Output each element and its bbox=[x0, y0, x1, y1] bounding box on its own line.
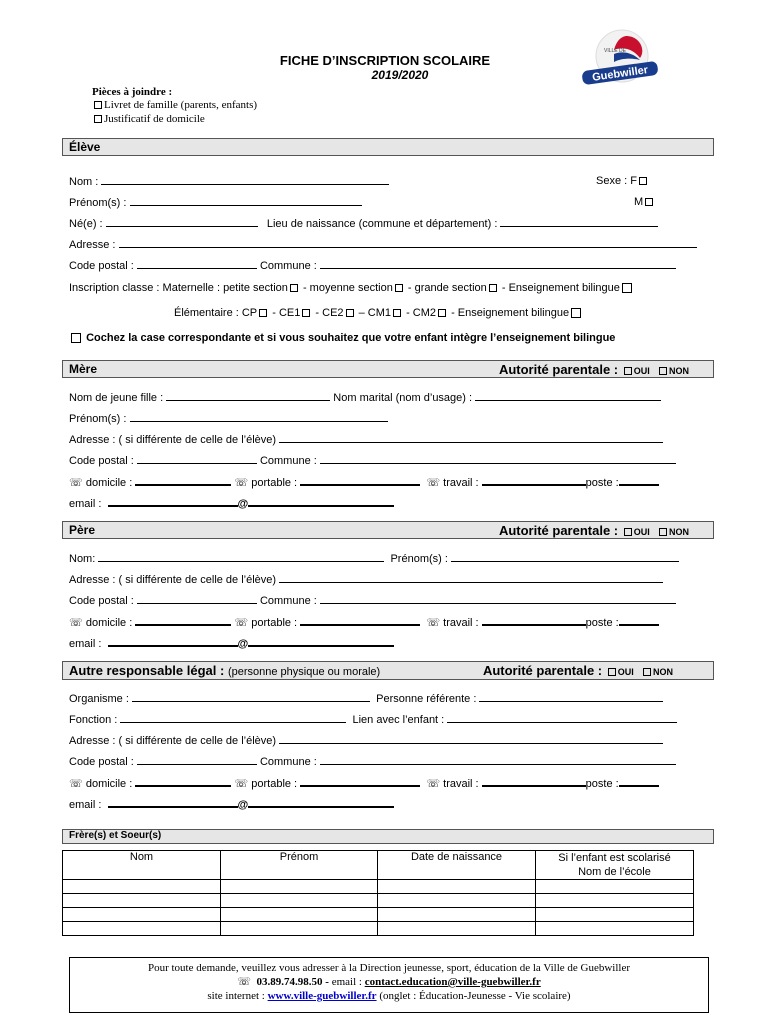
checkbox-cm1[interactable] bbox=[393, 309, 401, 317]
pere-cp-label: Code postal : bbox=[69, 595, 134, 607]
inscription-label: Inscription classe : Maternelle : petite section bbox=[69, 282, 288, 294]
autre-phone-row bbox=[69, 776, 659, 790]
eleve-adresse-row bbox=[69, 238, 697, 251]
checkbox-bilingue-maternelle[interactable] bbox=[622, 283, 632, 293]
col-ecole-header bbox=[536, 851, 694, 880]
col-prenom-header: Prénom bbox=[221, 851, 378, 880]
checkbox-cp[interactable] bbox=[259, 309, 267, 317]
section-autre bbox=[62, 661, 714, 680]
eleve-naissance-row bbox=[69, 217, 658, 230]
section-mere bbox=[62, 360, 714, 378]
pere-email-domain-field[interactable] bbox=[248, 636, 394, 647]
checkbox-livret[interactable] bbox=[94, 101, 102, 109]
section-pere-title: Père bbox=[69, 523, 96, 537]
eleve-cp-field[interactable] bbox=[137, 259, 257, 269]
mere-cp-field[interactable] bbox=[137, 454, 257, 464]
eleve-elementaire-row bbox=[174, 307, 583, 319]
pere-oui-label: OUI bbox=[633, 527, 650, 537]
footer-line1: Pour toute demande, veuillez vous adresser à la Direction jeunesse, sport, éducation de la Ville de Guebwiller bbox=[147, 962, 631, 974]
checkbox-autre-non[interactable] bbox=[643, 668, 651, 676]
mere-domicile-field[interactable] bbox=[135, 475, 231, 486]
section-mere-title: Mère bbox=[69, 362, 98, 376]
autre-at-sign: @ bbox=[237, 799, 249, 811]
pere-email-label: email : bbox=[69, 638, 102, 650]
cell-prenom[interactable] bbox=[221, 922, 378, 936]
ce1-label: - CE1 bbox=[272, 307, 301, 319]
pere-non-label: NON bbox=[669, 527, 689, 537]
cell-nom[interactable] bbox=[63, 880, 221, 894]
fonction-field[interactable] bbox=[120, 713, 346, 723]
table-row bbox=[63, 880, 694, 894]
eleve-prenom-row bbox=[69, 196, 362, 209]
pere-nom-row bbox=[69, 552, 679, 565]
eleve-cp-row bbox=[69, 259, 676, 272]
phone-icon: ☏ bbox=[426, 477, 441, 489]
mere-prenom-field[interactable] bbox=[130, 412, 388, 422]
eleve-prenom-field[interactable] bbox=[130, 196, 362, 206]
autre-autorite bbox=[483, 663, 673, 678]
mere-oui-label: OUI bbox=[633, 366, 650, 376]
school-year: 2019/2020 bbox=[371, 68, 429, 82]
phone-icon: ☏ bbox=[426, 617, 441, 629]
eleve-prenom-label: Prénom(s) : bbox=[69, 197, 127, 209]
autre-cp-label: Code postal : bbox=[69, 756, 134, 768]
cochez-text: Cochez la case correspondante et si vous souhaitez que votre enfant intègre l’enseignement bilingue bbox=[86, 332, 616, 344]
mere-travail-label: travail : bbox=[443, 477, 479, 489]
section-autre-note: (personne physique ou morale) bbox=[227, 666, 381, 678]
pere-phone-row bbox=[69, 615, 659, 629]
autre-adresse-row bbox=[69, 734, 663, 747]
table-row bbox=[63, 922, 694, 936]
pere-cp-row bbox=[69, 594, 676, 607]
eleve-cp-label: Code postal : bbox=[69, 260, 134, 272]
pere-email-user-field[interactable] bbox=[108, 636, 238, 647]
pere-portable-label: portable : bbox=[251, 617, 298, 629]
footer-email-link[interactable]: contact.education@ville-guebwiller.fr bbox=[364, 976, 541, 988]
autre-travail-field[interactable] bbox=[482, 776, 586, 787]
eleve-sexe-m-label: M bbox=[634, 196, 644, 208]
pere-travail-field[interactable] bbox=[482, 615, 586, 626]
pere-autorite-label: Autorité parentale : bbox=[498, 523, 619, 538]
mere-portable-label: portable : bbox=[251, 477, 298, 489]
phone-icon: ☏ bbox=[237, 976, 252, 988]
footer-contact bbox=[69, 957, 709, 1013]
pere-domicile-field[interactable] bbox=[135, 615, 231, 626]
eleve-inscription-row bbox=[69, 282, 634, 294]
mere-poste-field[interactable] bbox=[619, 475, 659, 486]
cm2-label: - CM2 bbox=[406, 307, 437, 319]
checkbox-mere-oui[interactable] bbox=[624, 367, 632, 375]
autre-autorite-label: Autorité parentale : bbox=[482, 663, 603, 678]
cochez-note bbox=[69, 332, 615, 344]
section-eleve bbox=[62, 138, 714, 156]
cell-ecole[interactable] bbox=[536, 908, 694, 922]
checkbox-pere-oui[interactable] bbox=[624, 528, 632, 536]
pere-cp-field[interactable] bbox=[137, 594, 257, 604]
moyenne-label: - moyenne section bbox=[302, 282, 393, 294]
cell-date[interactable] bbox=[378, 880, 536, 894]
pere-email-row bbox=[69, 636, 394, 650]
mere-email-row bbox=[69, 496, 394, 510]
checkbox-ce1[interactable] bbox=[302, 309, 310, 317]
cell-date[interactable] bbox=[378, 922, 536, 936]
phone-icon: ☏ bbox=[234, 617, 249, 629]
mere-commune-label: Commune : bbox=[259, 455, 317, 467]
eleve-ne-field[interactable] bbox=[106, 217, 258, 227]
autre-domicile-label: domicile : bbox=[85, 778, 133, 790]
eleve-nom-row bbox=[69, 175, 389, 188]
mere-prenom-label: Prénom(s) : bbox=[69, 413, 127, 425]
mere-autorite-label: Autorité parentale : bbox=[498, 362, 619, 377]
phone-icon: ☏ bbox=[234, 477, 249, 489]
checkbox-ce2[interactable] bbox=[346, 309, 354, 317]
pere-poste-field[interactable] bbox=[619, 615, 659, 626]
mere-domicile-label: domicile : bbox=[85, 477, 133, 489]
checkbox-pere-non[interactable] bbox=[659, 528, 667, 536]
autre-travail-label: travail : bbox=[443, 778, 479, 790]
piece-justificatif bbox=[92, 113, 205, 125]
autre-poste-label: poste : bbox=[585, 778, 619, 790]
pere-prenom-field[interactable] bbox=[451, 552, 679, 562]
grande-label: - grande section bbox=[407, 282, 487, 294]
organisme-label: Organisme : bbox=[69, 693, 129, 705]
footer-line3 bbox=[70, 989, 708, 1003]
phone-icon: ☏ bbox=[426, 778, 441, 790]
pere-adresse-label: Adresse : ( si différente de celle de l’élève) bbox=[69, 574, 277, 586]
pere-prenom-label: Prénom(s) : bbox=[390, 553, 448, 565]
checkbox-sexe-f[interactable] bbox=[639, 177, 647, 185]
col-ecole-header-line1: Si l’enfant est scolarisé bbox=[558, 852, 671, 864]
col-date-header: Date de naissance bbox=[378, 851, 536, 880]
autre-commune-label: Commune : bbox=[259, 756, 317, 768]
footer-site-label: site internet : bbox=[207, 990, 265, 1002]
mere-cp-row bbox=[69, 454, 676, 467]
bilingue-elementaire-label: - Enseignement bilingue bbox=[451, 307, 570, 319]
checkbox-petite-section[interactable] bbox=[290, 284, 298, 292]
autre-portable-label: portable : bbox=[251, 778, 298, 790]
mere-nom-row bbox=[69, 391, 661, 404]
pere-adresse-row bbox=[69, 573, 663, 586]
cell-date[interactable] bbox=[378, 894, 536, 908]
mere-email-user-field[interactable] bbox=[108, 496, 238, 507]
autre-domicile-field[interactable] bbox=[135, 776, 231, 787]
mere-portable-field[interactable] bbox=[300, 475, 420, 486]
cell-nom[interactable] bbox=[63, 894, 221, 908]
mere-marital-field[interactable] bbox=[475, 391, 661, 401]
fonction-label: Fonction : bbox=[69, 714, 118, 726]
mere-travail-field[interactable] bbox=[482, 475, 586, 486]
section-freres-title: Frère(s) et Soeur(s) bbox=[69, 830, 162, 841]
eleve-lieu-label: Lieu de naissance (commune et département) : bbox=[266, 218, 498, 230]
autre-commune-field[interactable] bbox=[320, 755, 676, 765]
pere-commune-field[interactable] bbox=[320, 594, 676, 604]
cm1-label: – CM1 bbox=[358, 307, 391, 319]
mere-jeune-fille-label: Nom de jeune fille : bbox=[69, 392, 164, 404]
city-logo bbox=[574, 28, 660, 90]
eleve-adresse-field[interactable] bbox=[119, 238, 697, 248]
mere-jeune-fille-field[interactable] bbox=[166, 391, 330, 401]
siblings-table bbox=[62, 850, 694, 936]
cell-prenom[interactable] bbox=[221, 880, 378, 894]
mere-email-label: email : bbox=[69, 498, 102, 510]
eleve-commune-label: Commune : bbox=[259, 260, 317, 272]
checkbox-mere-non[interactable] bbox=[659, 367, 667, 375]
autre-email-label: email : bbox=[69, 799, 102, 811]
mere-non-label: NON bbox=[669, 366, 689, 376]
mere-poste-label: poste : bbox=[585, 477, 619, 489]
autre-organisme-row bbox=[69, 692, 663, 705]
pere-nom-label: Nom: bbox=[69, 553, 96, 565]
checkbox-bilingue-note[interactable] bbox=[71, 333, 81, 343]
section-autre-label: Autre responsable légal : bbox=[69, 663, 225, 678]
mere-phone-row bbox=[69, 475, 659, 489]
lien-label: Lien avec l’enfant : bbox=[352, 714, 445, 726]
autre-non-label: NON bbox=[653, 667, 673, 677]
autre-fonction-row bbox=[69, 713, 677, 726]
eleve-sexe-label: Sexe : F bbox=[596, 175, 637, 187]
mere-email-domain-field[interactable] bbox=[248, 496, 394, 507]
organisme-field[interactable] bbox=[132, 692, 370, 702]
mere-marital-label: Nom marital (nom d’usage) : bbox=[333, 392, 473, 404]
pere-travail-label: travail : bbox=[443, 617, 479, 629]
pere-portable-field[interactable] bbox=[300, 615, 420, 626]
pere-autorite bbox=[499, 523, 689, 538]
pere-poste-label: poste : bbox=[585, 617, 619, 629]
pere-at-sign: @ bbox=[237, 638, 249, 650]
ce2-label: - CE2 bbox=[315, 307, 344, 319]
section-pere bbox=[62, 521, 714, 539]
cell-ecole[interactable] bbox=[536, 922, 694, 936]
piece-livret bbox=[92, 99, 257, 111]
checkbox-autre-oui[interactable] bbox=[608, 668, 616, 676]
cell-nom[interactable] bbox=[63, 922, 221, 936]
footer-line2 bbox=[70, 975, 708, 989]
checkbox-grande-section[interactable] bbox=[489, 284, 497, 292]
eleve-sexe bbox=[596, 175, 649, 187]
mere-prenom-row bbox=[69, 412, 388, 425]
mere-adresse-label: Adresse : ( si différente de celle de l’élève) bbox=[69, 434, 277, 446]
autre-cp-row bbox=[69, 755, 676, 768]
phone-icon: ☏ bbox=[69, 778, 83, 790]
autre-adresse-field[interactable] bbox=[279, 734, 663, 744]
table-header-row bbox=[63, 851, 694, 880]
phone-icon: ☏ bbox=[69, 617, 83, 629]
col-nom-header: Nom bbox=[63, 851, 221, 880]
checkbox-bilingue-elementaire[interactable] bbox=[571, 308, 581, 318]
cell-nom[interactable] bbox=[63, 908, 221, 922]
autre-poste-field[interactable] bbox=[619, 776, 659, 787]
phone-icon: ☏ bbox=[234, 778, 249, 790]
mere-adresse-field[interactable] bbox=[279, 433, 663, 443]
lien-field[interactable] bbox=[447, 713, 677, 723]
autre-adresse-label: Adresse : ( si différente de celle de l’élève) bbox=[69, 735, 277, 747]
cell-prenom[interactable] bbox=[221, 894, 378, 908]
mere-adresse-row bbox=[69, 433, 663, 446]
pieces-title: Pièces à joindre : bbox=[92, 86, 173, 98]
mere-cp-label: Code postal : bbox=[69, 455, 134, 467]
pere-nom-field[interactable] bbox=[98, 552, 384, 562]
cell-ecole[interactable] bbox=[536, 894, 694, 908]
phone-icon: ☏ bbox=[69, 477, 83, 489]
eleve-nom-label: Nom : bbox=[69, 176, 99, 188]
footer-email-label: email : bbox=[331, 976, 362, 988]
checkbox-sexe-m[interactable] bbox=[645, 198, 653, 206]
checkbox-cm2[interactable] bbox=[438, 309, 446, 317]
footer-site-link[interactable]: www.ville-guebwiller.fr bbox=[267, 990, 377, 1002]
checkbox-justificatif[interactable] bbox=[94, 115, 102, 123]
logo-name: Guebwiller bbox=[591, 64, 649, 84]
col-ecole-header-line2: Nom de l’école bbox=[578, 866, 651, 878]
elementaire-label: Élémentaire : CP bbox=[174, 307, 258, 319]
mere-commune-field[interactable] bbox=[320, 454, 676, 464]
eleve-ne-label: Né(e) : bbox=[69, 218, 103, 230]
autre-portable-field[interactable] bbox=[300, 776, 420, 787]
autre-cp-field[interactable] bbox=[137, 755, 257, 765]
page-title: FICHE D’INSCRIPTION SCOLAIRE bbox=[279, 53, 491, 68]
eleve-commune-field[interactable] bbox=[320, 259, 676, 269]
autre-email-row bbox=[69, 797, 394, 811]
autre-email-domain-field[interactable] bbox=[248, 797, 394, 808]
mere-at-sign: @ bbox=[237, 498, 249, 510]
autre-email-user-field[interactable] bbox=[108, 797, 238, 808]
table-row bbox=[63, 894, 694, 908]
eleve-lieu-field[interactable] bbox=[500, 217, 658, 227]
cell-date[interactable] bbox=[378, 908, 536, 922]
section-autre-title bbox=[69, 663, 380, 678]
mere-autorite bbox=[499, 362, 689, 377]
table-row bbox=[63, 908, 694, 922]
piece-livret-label: Livret de famille (parents, enfants) bbox=[104, 99, 258, 111]
pere-adresse-field[interactable] bbox=[279, 573, 663, 583]
cell-prenom[interactable] bbox=[221, 908, 378, 922]
pere-commune-label: Commune : bbox=[259, 595, 317, 607]
footer-phone: 03.89.74.98.50 - bbox=[256, 976, 329, 988]
pere-domicile-label: domicile : bbox=[85, 617, 133, 629]
eleve-nom-field[interactable] bbox=[101, 175, 389, 185]
footer-onglet: (onglet : Éducation-Jeunesse - Vie scolaire) bbox=[379, 990, 571, 1002]
section-freres bbox=[62, 829, 714, 844]
autre-oui-label: OUI bbox=[617, 667, 634, 677]
cell-ecole[interactable] bbox=[536, 880, 694, 894]
eleve-sexe-m bbox=[634, 196, 655, 208]
eleve-adresse-label: Adresse : bbox=[69, 239, 116, 251]
section-eleve-title: Élève bbox=[69, 140, 101, 154]
checkbox-moyenne-section[interactable] bbox=[395, 284, 403, 292]
piece-justificatif-label: Justificatif de domicile bbox=[104, 113, 205, 125]
referente-field[interactable] bbox=[479, 692, 663, 702]
logo-small-text: VILLE DE bbox=[604, 48, 626, 54]
bilingue-label: - Enseignement bilingue bbox=[501, 282, 620, 294]
referente-label: Personne référente : bbox=[376, 693, 477, 705]
